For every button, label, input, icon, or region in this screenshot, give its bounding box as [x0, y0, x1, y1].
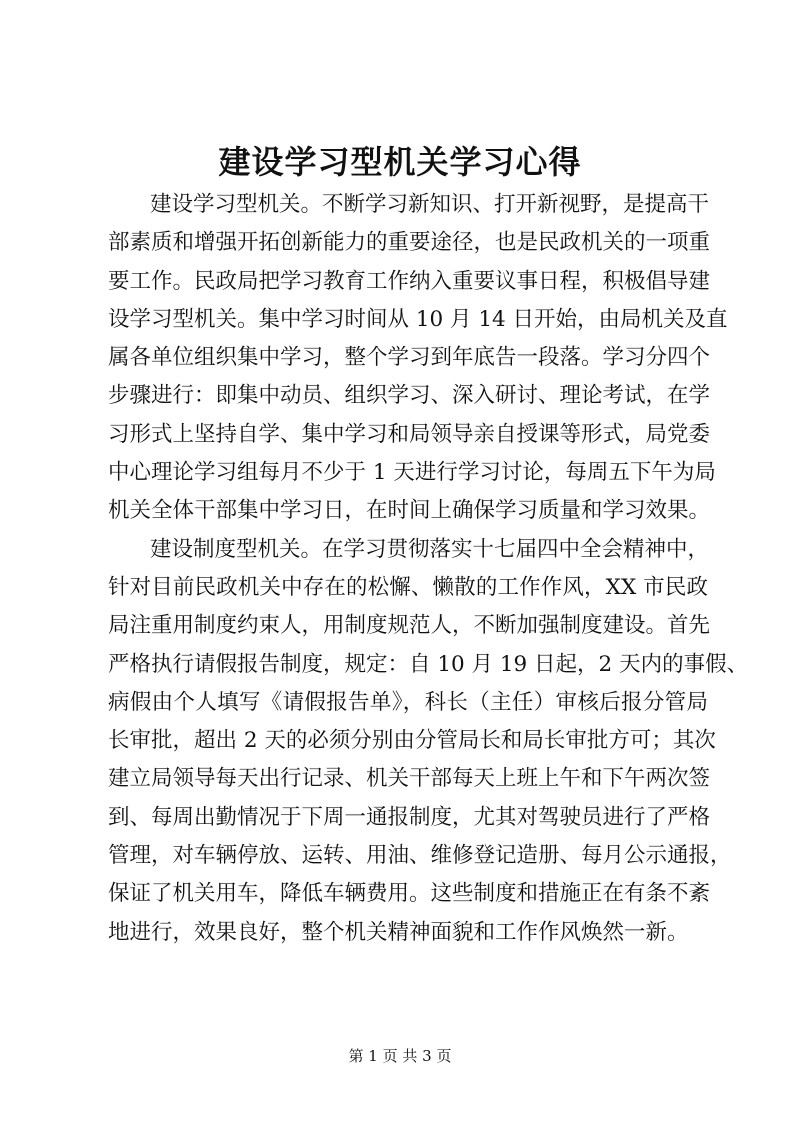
text-line: 局注重用制度约束人，用制度规范人，不断加强制度建设。首先	[108, 613, 711, 639]
document-body	[108, 186, 749, 952]
document-title: 建设学习型机关学习心得	[218, 143, 582, 181]
text-line: 习形式上坚持自学、集中学习和局领导亲自授课等形式，局党委	[108, 421, 711, 447]
paragraph-1	[108, 186, 728, 531]
text-line: 保证了机关用车，降低车辆费用。这些制度和措施正在有条不紊	[108, 881, 711, 907]
text-line: 属各单位组织集中学习，整个学习到年底告一段落。学习分四个	[108, 345, 711, 371]
text-line: 步骤进行：即集中动员、组织学习、深入研讨、理论考试，在学	[108, 383, 711, 409]
text-line: 建设学习型机关。不断学习新知识、打开新视野，是提高干	[150, 192, 710, 217]
text-line: 要工作。民政局把学习教育工作纳入重要议事日程，积极倡导建	[108, 268, 711, 294]
text-line: 长审批，超出 2 天的必须分别由分管局长和局长审批方可；其次	[108, 728, 716, 754]
text-line: 机关全体干部集中学习日，在时间上确保学习质量和学习效果。	[108, 498, 711, 524]
text-line: 针对目前民政机关中存在的松懈、懒散的工作作风，XX 市民政	[108, 574, 708, 600]
text-line: 建立局领导每天出行记录、机关干部每天上班上午和下午两次签	[108, 766, 711, 792]
text-line: 部素质和增强开拓创新能力的重要途径，也是民政机关的一项重	[108, 230, 711, 256]
text-line: 严格执行请假报告制度，规定：自 10 月 19 日起，2 天内的事假、	[108, 651, 749, 677]
text-line: 管理，对车辆停放、运转、用油、维修登记造册、每月公示通报，	[108, 843, 732, 869]
text-line: 到、每周出勤情况于下周一通报制度，尤其对驾驶员进行了严格	[108, 804, 711, 830]
text-line: 中心理论学习组每月不少于 1 天进行学习讨论，每周五下午为局	[108, 460, 716, 486]
text-line: 地进行，效果良好，整个机关精神面貌和工作作风焕然一新。	[108, 919, 689, 945]
paragraph-2	[108, 531, 749, 952]
text-line: 设学习型机关。集中学习时间从 10 月 14 日开始，由局机关及直	[108, 306, 728, 332]
page-footer: 第 1 页 共 3 页	[348, 1047, 452, 1065]
text-line: 建设制度型机关。在学习贯彻落实十七届四中全会精神中，	[150, 536, 710, 562]
text-line: 病假由个人填写《请假报告单》，科长（主任）审核后报分管局	[108, 689, 708, 715]
